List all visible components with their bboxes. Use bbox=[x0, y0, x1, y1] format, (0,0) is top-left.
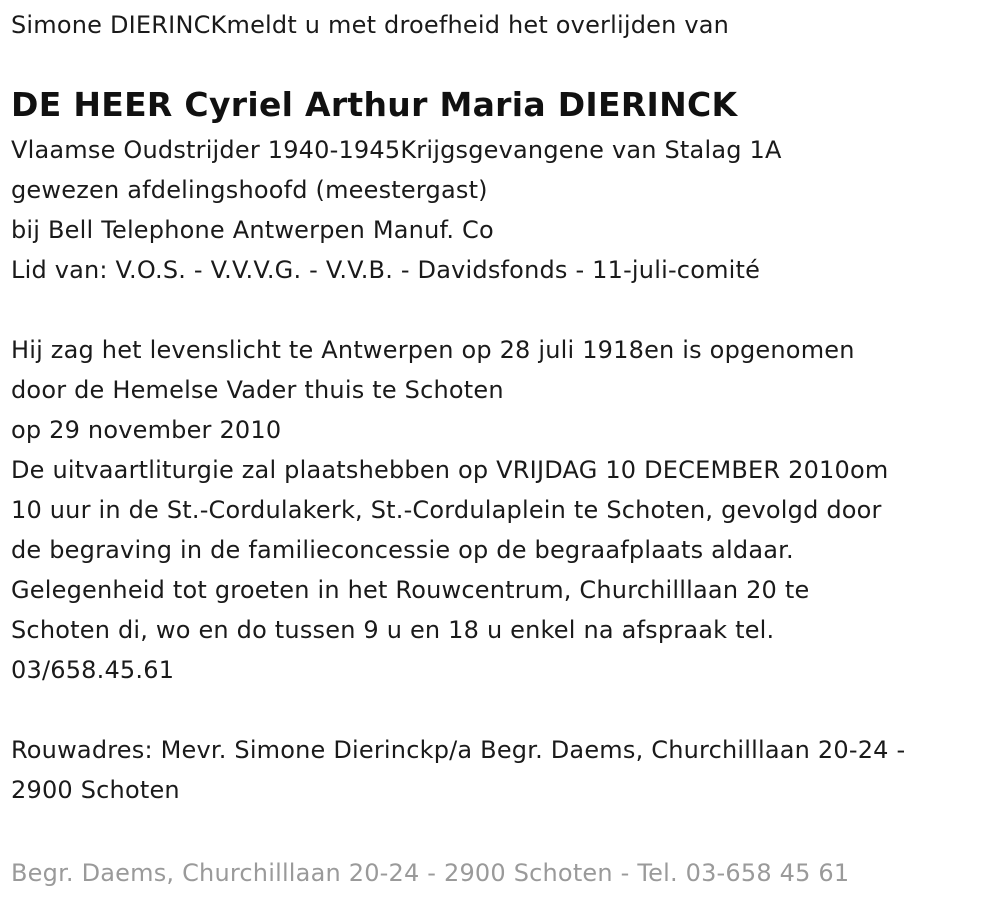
details-line: 03/658.45.61 bbox=[11, 656, 175, 684]
details-line: De uitvaartliturgie zal plaatshebben op VRIJDAG 10 DECEMBER 2010om bbox=[11, 456, 889, 484]
details-line: op 29 november 2010 bbox=[11, 416, 282, 444]
obituary-notice bbox=[11, 6, 991, 810]
details-line: de begraving in de familieconcessie op de begraafplaats aldaar. bbox=[11, 536, 794, 564]
description-line: Lid van: V.O.S. - V.V.V.G. - V.V.B. - Davidsfonds - 11-juli-comité bbox=[11, 256, 761, 284]
address-line: Rouwadres: Mevr. Simone Dierinckp/a Begr. Daems, Churchilllaan 20-24 - bbox=[11, 736, 906, 764]
spacer bbox=[11, 690, 991, 730]
spacer bbox=[11, 290, 991, 330]
details-line: Gelegenheid tot groeten in het Rouwcentrum, Churchilllaan 20 te bbox=[11, 576, 810, 604]
description-line: Vlaamse Oudstrijder 1940-1945Krijgsgevangene van Stalag 1A bbox=[11, 136, 782, 164]
deceased-name-heading: DE HEER Cyriel Arthur Maria DIERINCK bbox=[11, 85, 738, 124]
description-block bbox=[11, 130, 991, 290]
details-block bbox=[11, 330, 991, 690]
description-line: gewezen afdelingshoofd (meestergast) bbox=[11, 176, 488, 204]
description-line: bij Bell Telephone Antwerpen Manuf. Co bbox=[11, 216, 494, 244]
details-line: door de Hemelse Vader thuis te Schoten bbox=[11, 376, 504, 404]
funeral-home-footer: Begr. Daems, Churchilllaan 20-24 - 2900 Schoten - Tel. 03-658 45 61 bbox=[11, 859, 850, 887]
details-line: Hij zag het levenslicht te Antwerpen op 28 juli 1918en is opgenomen bbox=[11, 336, 855, 364]
address-block bbox=[11, 730, 991, 810]
details-line: Schoten di, wo en do tussen 9 u en 18 u enkel na afspraak tel. bbox=[11, 616, 775, 644]
details-line: 10 uur in de St.-Cordulakerk, St.-Cordulaplein te Schoten, gevolgd door bbox=[11, 496, 882, 524]
address-line: 2900 Schoten bbox=[11, 776, 180, 804]
intro-text: Simone DIERINCKmeldt u met droefheid het overlijden van bbox=[11, 11, 730, 39]
